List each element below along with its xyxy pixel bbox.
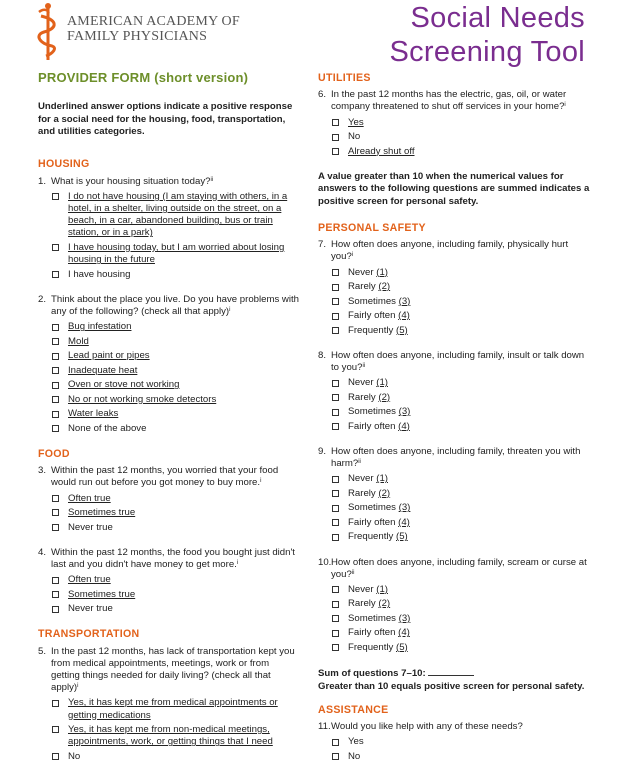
answer-text: Frequently	[348, 324, 394, 336]
checkbox[interactable]	[332, 615, 339, 622]
answer-text: No	[68, 750, 81, 762]
section-food	[38, 448, 300, 615]
answer-text: Rarely	[348, 391, 376, 403]
checkbox[interactable]	[52, 753, 59, 760]
section-title: HOUSING	[38, 158, 90, 171]
answer-option[interactable]	[332, 131, 590, 143]
answer-label	[348, 488, 390, 500]
answer-text: Water leaks	[68, 408, 119, 420]
answer-text: Sometimes true	[68, 588, 136, 600]
footnote-marker: ii	[358, 459, 361, 466]
answer-option[interactable]	[52, 589, 300, 601]
question	[318, 89, 590, 113]
answer-options	[332, 584, 590, 654]
answer-score: (1)	[376, 377, 388, 389]
answer-option[interactable]	[332, 325, 590, 337]
answer-text: I have housing today, but I am worried about losing housing in the future	[68, 241, 285, 266]
answer-option[interactable]	[332, 642, 590, 654]
answer-option[interactable]	[52, 336, 300, 348]
answer-text: Never	[348, 266, 374, 278]
answer-text: Already shut off	[348, 145, 415, 157]
question-body: How often does anyone, including family, threaten you with harm?	[331, 445, 581, 470]
answer-label	[348, 310, 410, 322]
question-text	[331, 557, 590, 581]
page-title	[389, 1, 585, 69]
footnote-marker: i	[260, 478, 262, 485]
question-number: 11.	[318, 720, 331, 732]
answer-option[interactable]	[52, 408, 300, 420]
answer-score: (3)	[398, 502, 411, 514]
answer-option[interactable]	[52, 522, 300, 534]
answer-option[interactable]	[332, 310, 590, 322]
answer-score: (4)	[398, 627, 410, 639]
org-name-line2: FAMILY PHYSICIANS	[67, 29, 208, 44]
answer-option[interactable]	[52, 394, 300, 406]
question	[38, 547, 300, 571]
checkbox[interactable]	[332, 490, 339, 497]
checkbox[interactable]	[332, 476, 339, 483]
answer-option[interactable]	[332, 267, 590, 279]
answer-label	[348, 296, 410, 308]
footnote-marker: i	[77, 683, 79, 690]
answer-option[interactable]	[332, 517, 590, 529]
checkbox[interactable]	[332, 284, 339, 291]
safety-scoring-note: A value greater than 10 when the numerical values for answers to the following questions are summed indicates a positive screen for personal safety.	[318, 170, 590, 207]
question	[38, 294, 300, 318]
section-title: PERSONAL SAFETY	[318, 222, 426, 235]
checkbox[interactable]	[52, 244, 59, 251]
question-body: Within the past 12 months, you worried that your food would run out before you got money to buy more.	[51, 465, 279, 489]
answer-label	[348, 642, 408, 654]
section-title: UTILITIES	[318, 72, 371, 84]
question-number: 2.	[38, 293, 47, 305]
answer-score: (3)	[398, 612, 411, 624]
answer-text: Never	[348, 377, 374, 389]
answer-label	[348, 117, 364, 129]
answer-label	[68, 365, 137, 377]
answer-text: Sometimes	[348, 295, 396, 307]
section-assistance	[318, 704, 590, 763]
footnote-marker: i	[229, 307, 231, 314]
answer-text: Sometimes	[348, 502, 396, 514]
answer-text: Lead paint or pipes	[68, 350, 150, 362]
checkbox[interactable]	[52, 396, 59, 403]
page-header	[0, 0, 625, 68]
answer-label	[348, 517, 410, 529]
checkbox[interactable]	[332, 298, 339, 305]
answer-options	[332, 267, 590, 337]
checkbox[interactable]	[52, 577, 59, 584]
question-number: 6.	[318, 89, 327, 101]
answer-score: (3)	[398, 406, 411, 418]
answer-option[interactable]	[332, 377, 590, 389]
question-body: In the past 12 months, has lack of transportation kept you from medical appointments, meetings, work or from getting things needed for daily living? (check all that apply)	[51, 645, 295, 694]
answer-label	[68, 522, 113, 534]
answer-option[interactable]	[332, 488, 590, 500]
answer-score: (2)	[378, 281, 391, 293]
answer-label	[68, 379, 179, 391]
answer-label	[68, 724, 300, 748]
answer-score: (2)	[378, 598, 391, 610]
answer-label	[68, 697, 300, 721]
question-body: Think about the place you live. Do you have problems with any of the following? (check all that apply)	[51, 293, 299, 318]
answer-label	[348, 584, 388, 596]
question-body: How often does anyone, including family, physically hurt you?	[331, 239, 569, 263]
answer-score: (1)	[376, 266, 388, 278]
answer-option[interactable]	[332, 421, 590, 433]
page-title-line1: Social Needs	[410, 2, 585, 34]
answer-text: I have housing	[68, 268, 131, 280]
answer-text: Often true	[68, 574, 111, 586]
answer-text: Sometimes	[348, 612, 396, 624]
answer-options	[52, 191, 300, 281]
question-text	[331, 239, 590, 263]
organization-name	[67, 14, 240, 44]
question-text	[331, 89, 590, 113]
answer-label	[68, 336, 89, 348]
answer-label	[348, 627, 410, 639]
caduceus-logo-icon	[36, 2, 60, 62]
answer-text: Never	[348, 583, 374, 595]
answer-text: Often true	[68, 492, 111, 504]
checkbox[interactable]	[332, 380, 339, 387]
checkbox[interactable]	[332, 409, 339, 416]
question-body: Would you like help with any of these needs?	[331, 720, 523, 732]
answer-label	[348, 325, 408, 337]
answer-text: Rarely	[348, 281, 376, 293]
answer-option[interactable]	[52, 242, 300, 266]
answer-option[interactable]	[332, 406, 590, 418]
answer-option[interactable]	[332, 473, 590, 485]
safety-sum-line	[318, 667, 590, 680]
safety-sum-label: Sum of questions 7–10:	[318, 668, 426, 680]
right-column	[318, 72, 590, 776]
answer-option[interactable]	[52, 269, 300, 281]
checkbox[interactable]	[332, 134, 339, 141]
section-title: ASSISTANCE	[318, 703, 389, 716]
checkbox[interactable]	[332, 753, 339, 760]
question	[318, 446, 590, 470]
checkbox[interactable]	[52, 700, 59, 707]
answer-text: I do not have housing (I am staying with others, in a hotel, in a shelter, living outside on the street, on a beach, in a car, abandoned building, bus or train station, or in a park)	[68, 190, 288, 239]
answer-label	[68, 493, 111, 505]
answer-option[interactable]	[52, 574, 300, 586]
question-number: 9.	[318, 445, 327, 457]
answer-label	[68, 242, 300, 266]
checkbox[interactable]	[52, 509, 59, 516]
answer-option[interactable]	[332, 627, 590, 639]
answer-label	[68, 423, 146, 435]
answer-options	[52, 574, 300, 615]
question-body: Within the past 12 months, the food you bought just didn't last and you didn't have money to get more.	[51, 546, 295, 570]
checkbox[interactable]	[52, 367, 59, 374]
checkbox[interactable]	[52, 271, 59, 278]
checkbox[interactable]	[52, 382, 59, 389]
checkbox[interactable]	[52, 495, 59, 502]
checkbox[interactable]	[332, 423, 339, 430]
answer-options	[52, 493, 300, 534]
answer-text: Inadequate heat	[68, 364, 138, 376]
answer-text: Bug infestation	[68, 321, 132, 333]
checkbox[interactable]	[332, 394, 339, 401]
answer-options	[332, 736, 590, 763]
org-name-line1: AMERICAN ACADEMY OF	[67, 14, 240, 29]
checkbox[interactable]	[332, 644, 339, 651]
checkbox[interactable]	[52, 193, 59, 200]
answer-option[interactable]	[332, 598, 590, 610]
answer-score: (1)	[376, 473, 388, 485]
question-text	[51, 547, 300, 571]
answer-text: Oven or stove not working	[68, 379, 180, 391]
section-utilities	[318, 72, 590, 158]
answer-score: (3)	[398, 295, 411, 307]
checkbox[interactable]	[332, 148, 339, 155]
question-number: 5.	[38, 645, 47, 657]
form-title: PROVIDER FORM (short version)	[38, 70, 249, 85]
answer-label	[348, 146, 415, 158]
question-number: 1.	[38, 175, 47, 187]
answer-text: Frequently	[348, 531, 394, 543]
answer-label	[348, 598, 390, 610]
answer-score: (5)	[396, 324, 408, 336]
section-title: FOOD	[38, 447, 70, 460]
safety-sum-field[interactable]	[428, 667, 474, 676]
answer-label	[68, 603, 113, 615]
checkbox[interactable]	[332, 119, 339, 126]
question-text	[331, 721, 590, 733]
question-number: 8.	[318, 349, 327, 361]
checkbox[interactable]	[332, 519, 339, 526]
safety-sum-note: Greater than 10 equals positive screen for personal safety.	[318, 681, 585, 693]
section-housing	[38, 158, 300, 435]
answer-label	[348, 736, 364, 748]
answer-score: (4)	[398, 516, 410, 528]
checkbox[interactable]	[52, 324, 59, 331]
question	[38, 465, 300, 489]
question-text	[51, 294, 300, 318]
answer-label	[348, 267, 388, 279]
answer-option[interactable]	[332, 584, 590, 596]
answer-label	[348, 281, 390, 293]
checkbox[interactable]	[52, 726, 59, 733]
answer-score: (2)	[378, 391, 391, 403]
answer-label	[68, 574, 111, 586]
answer-option[interactable]	[332, 531, 590, 543]
answer-option[interactable]	[52, 321, 300, 333]
answer-label	[348, 473, 388, 485]
answer-label	[348, 131, 360, 143]
checkbox[interactable]	[332, 586, 339, 593]
answer-text: Sometimes	[348, 406, 396, 418]
answer-label	[348, 751, 360, 763]
answer-option[interactable]	[52, 724, 300, 748]
answer-label	[348, 613, 410, 625]
answer-option[interactable]	[332, 296, 590, 308]
question	[318, 239, 590, 263]
answer-label	[68, 321, 131, 333]
answer-text: Frequently	[348, 641, 394, 653]
question	[38, 646, 300, 695]
checkbox[interactable]	[52, 606, 59, 613]
checkbox[interactable]	[332, 630, 339, 637]
question-text	[51, 465, 300, 489]
answer-option[interactable]	[52, 697, 300, 721]
footnote-marker: i	[564, 102, 566, 109]
answer-option[interactable]	[52, 493, 300, 505]
checkbox[interactable]	[332, 534, 339, 541]
answer-option[interactable]	[52, 379, 300, 391]
answer-text: Rarely	[348, 487, 376, 499]
footnote-marker: i	[236, 559, 239, 566]
answer-score: (4)	[398, 420, 410, 432]
answer-score: (5)	[396, 641, 408, 653]
answer-option[interactable]	[52, 507, 300, 519]
checkbox[interactable]	[52, 411, 59, 418]
answer-text: Never true	[68, 521, 113, 533]
answer-text: Yes, it has kept me from medical appointments or getting medications	[68, 697, 278, 721]
checkbox[interactable]	[332, 327, 339, 334]
question-text	[331, 446, 590, 470]
answer-option[interactable]	[332, 751, 590, 763]
left-column	[38, 72, 300, 776]
answer-option[interactable]	[332, 502, 590, 514]
answer-option[interactable]	[52, 751, 300, 763]
answer-option[interactable]	[332, 736, 590, 748]
answer-options	[332, 473, 590, 543]
form-intro: Underlined answer options indicate a positive response for a social need for the housing, food, transportation, and utilities categories.	[38, 101, 293, 138]
answer-text: Fairly often	[348, 627, 396, 639]
answer-text: Never	[348, 473, 374, 485]
answer-label	[68, 408, 118, 420]
section-personal-safety	[318, 222, 590, 654]
answer-text: Fairly often	[348, 310, 396, 322]
question-text	[331, 350, 590, 374]
answer-label	[68, 394, 216, 406]
answer-text: Rarely	[348, 598, 376, 610]
answer-label	[68, 589, 135, 601]
answer-options	[332, 117, 590, 158]
question	[318, 350, 590, 374]
question	[318, 557, 590, 581]
question-number: 7.	[318, 239, 327, 251]
checkbox[interactable]	[332, 601, 339, 608]
question-body: How often does anyone, including family, scream or curse at you?	[331, 556, 587, 580]
checkbox[interactable]	[332, 505, 339, 512]
answer-text: Mold	[68, 335, 89, 347]
answer-options	[52, 697, 300, 763]
answer-text: Yes, it has kept me from non-medical meetings, appointments, work, or getting things that I need	[68, 724, 273, 748]
answer-score: (2)	[378, 487, 391, 499]
answer-label	[68, 269, 130, 281]
answer-option[interactable]	[332, 613, 590, 625]
page-title-line2: Screening Tool	[389, 36, 585, 68]
answer-text: Fairly often	[348, 516, 396, 528]
answer-label	[348, 377, 388, 389]
answer-score: (5)	[396, 531, 408, 543]
question	[318, 721, 590, 733]
answer-label	[68, 191, 300, 240]
question-body: How often does anyone, including family, insult or talk down to you?	[331, 349, 585, 374]
answer-text: Yes	[348, 116, 364, 128]
answer-option[interactable]	[52, 191, 300, 240]
answer-label	[68, 350, 150, 362]
checkbox[interactable]	[52, 425, 59, 432]
answer-label	[348, 421, 410, 433]
section-transportation	[38, 628, 300, 763]
answer-option[interactable]	[332, 281, 590, 293]
checkbox[interactable]	[52, 353, 59, 360]
footnote-marker: ii	[362, 363, 366, 370]
question-text	[51, 176, 300, 188]
answer-option[interactable]	[52, 603, 300, 615]
answer-text: Fairly often	[348, 420, 396, 432]
question	[38, 176, 300, 188]
answer-label	[348, 392, 390, 404]
question-number: 3.	[38, 465, 47, 477]
answer-options	[332, 377, 590, 433]
answer-option[interactable]	[52, 365, 300, 377]
footnote-marker: ii	[210, 176, 214, 183]
answer-text: Yes	[348, 736, 364, 748]
question-body: What is your housing situation today?	[51, 175, 211, 187]
answer-options	[52, 321, 300, 435]
answer-label	[68, 507, 135, 519]
answer-label	[348, 502, 410, 514]
question-body: In the past 12 months has the electric, gas, oil, or water company threatened to shut off services in your home?	[331, 89, 567, 113]
answer-text: Sometimes true	[68, 507, 136, 519]
answer-text: None of the above	[68, 422, 147, 434]
answer-text: Never true	[68, 603, 113, 615]
section-title: TRANSPORTATION	[38, 628, 140, 641]
answer-text: No	[348, 750, 361, 762]
checkbox[interactable]	[52, 338, 59, 345]
checkbox[interactable]	[52, 591, 59, 598]
question-number: 10.	[318, 556, 332, 568]
answer-label	[348, 531, 408, 543]
question-text	[51, 646, 300, 695]
answer-option[interactable]	[332, 146, 590, 158]
checkbox[interactable]	[52, 524, 59, 531]
answer-text: No	[348, 131, 361, 143]
checkbox[interactable]	[332, 269, 339, 276]
answer-label	[68, 751, 80, 763]
answer-text: No or not working smoke detectors	[68, 393, 217, 405]
footnote-marker: i	[351, 252, 354, 259]
question-number: 4.	[38, 546, 47, 558]
answer-option[interactable]	[52, 350, 300, 362]
checkbox[interactable]	[332, 313, 339, 320]
answer-option[interactable]	[332, 392, 590, 404]
footnote-marker: ii	[351, 569, 355, 576]
answer-score: (4)	[398, 310, 410, 322]
answer-score: (1)	[376, 583, 388, 595]
checkbox[interactable]	[332, 739, 339, 746]
answer-option[interactable]	[52, 423, 300, 435]
answer-label	[348, 406, 410, 418]
answer-option[interactable]	[332, 117, 590, 129]
